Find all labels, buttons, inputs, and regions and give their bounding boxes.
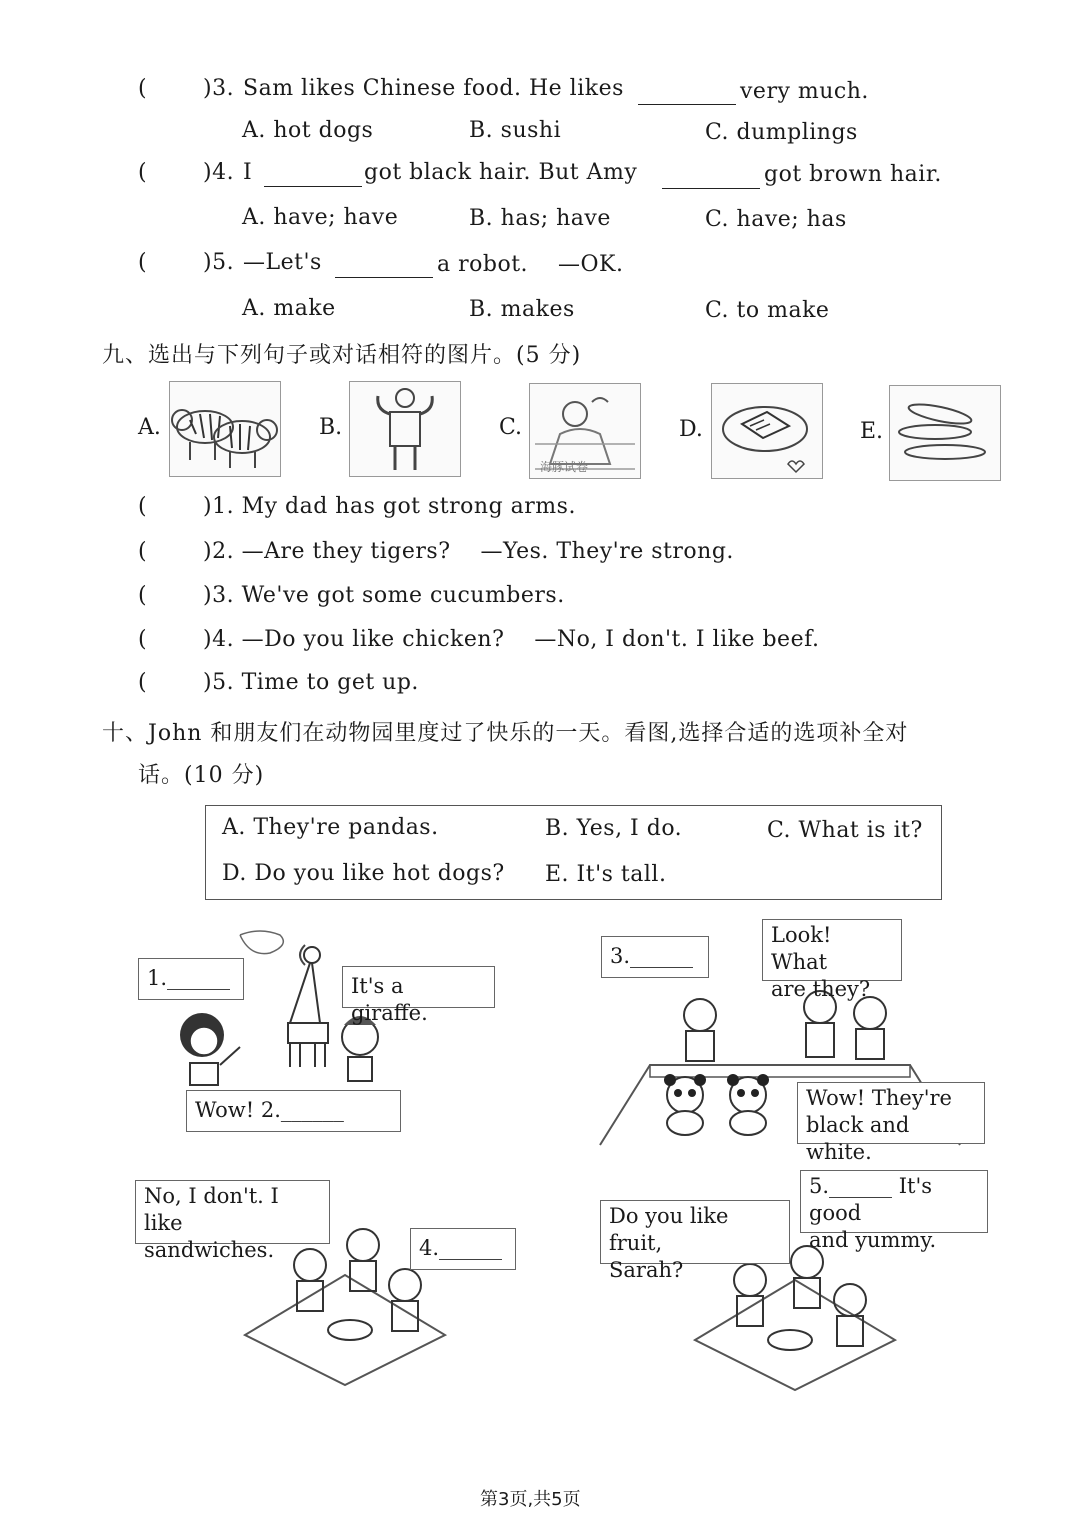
speech-bubble-2	[186, 1090, 401, 1132]
option-c: C. What is it?	[767, 818, 923, 843]
sentence-3: )3. We've got some cucumbers.	[203, 583, 565, 608]
speech-bubble-5	[800, 1170, 988, 1252]
speech-bubble-look	[762, 919, 902, 1001]
option-b: B. sushi	[469, 118, 562, 143]
section-10-heading: 十、John 和朋友们在动物园里度过了快乐的一天。看图,选择合适的选项补全对	[102, 721, 909, 746]
tigers-picture	[169, 381, 281, 477]
answer-paren[interactable]: (	[138, 160, 147, 185]
picture-label-d: D.	[679, 417, 703, 442]
option-e: E. It's tall.	[545, 862, 667, 887]
option-c: C. to make	[705, 298, 830, 323]
option-a: A. make	[242, 296, 336, 321]
bubble-text: Wow! 2.______	[195, 1098, 344, 1122]
bubble-text: sandwiches.	[144, 1238, 275, 1262]
answer-paren[interactable]: (	[138, 539, 147, 564]
beef-plate-icon	[712, 384, 822, 478]
bubble-text: Wow! They're	[806, 1086, 952, 1110]
bubble-text: Look! What	[771, 923, 832, 974]
sentence-1: )1. My dad has got strong arms.	[203, 494, 576, 519]
option-d: D. Do you like hot dogs?	[222, 861, 505, 886]
sentence-2: )2. —Are they tigers? —Yes. They're strong.	[203, 539, 734, 564]
speech-bubble-3	[601, 936, 709, 978]
picture-label-b: B.	[319, 415, 343, 440]
section-10-heading-cont: 话。(10 分)	[138, 763, 265, 788]
speech-bubble-wow	[797, 1082, 985, 1164]
section-9-heading: 九、选出与下列句子或对话相符的图片。(5 分)	[102, 343, 582, 368]
speech-bubble-sandwiches	[135, 1180, 330, 1262]
option-b: B. Yes, I do.	[545, 816, 683, 841]
speech-bubble-giraffe	[342, 966, 495, 1025]
girl-waking-up-picture	[529, 383, 641, 479]
answer-blank[interactable]	[264, 185, 362, 187]
answer-paren[interactable]: (	[138, 583, 147, 608]
question-4-text-end: got brown hair.	[764, 162, 942, 187]
answer-blank[interactable]	[335, 276, 433, 278]
sentence-4: )4. —Do you like chicken? —No, I don't. I like beef.	[203, 627, 820, 652]
question-4-text-mid: got black hair. But Amy	[364, 160, 638, 185]
bubble-text: 1.______	[147, 966, 231, 990]
option-c: C. have; has	[705, 207, 847, 232]
page-number: 第3页,共5页	[480, 1489, 581, 1510]
speech-bubble-4	[410, 1228, 516, 1270]
answer-paren[interactable]: (	[138, 494, 147, 519]
bubble-text: Sarah?	[609, 1258, 684, 1282]
option-a: A. They're pandas.	[222, 815, 439, 840]
tiger-icon	[170, 382, 280, 476]
answer-paren[interactable]: (	[138, 76, 147, 101]
option-c: C. dumplings	[705, 120, 858, 145]
bubble-text: No, I don't. I like	[144, 1184, 279, 1235]
question-5-text-mid: a robot.	[437, 252, 529, 277]
answer-paren[interactable]: (	[138, 250, 147, 275]
question-3-text: Sam likes Chinese food. He likes	[243, 76, 624, 101]
option-a: A. hot dogs	[242, 118, 374, 143]
bubble-text: 3.______	[610, 944, 694, 968]
watermark-text: 海豚试卷	[540, 460, 589, 474]
answer-paren[interactable]: (	[138, 627, 147, 652]
picture-label-a: A.	[138, 415, 161, 440]
option-a: A. have; have	[242, 205, 399, 230]
question-3-number: )3.	[203, 76, 235, 101]
bubble-text: and yummy.	[809, 1228, 937, 1252]
question-5-text-end: —OK.	[558, 252, 624, 277]
option-b: B. has; have	[469, 206, 611, 231]
speech-bubble-1	[138, 958, 244, 1000]
bubble-text: black and white.	[806, 1113, 910, 1164]
question-4-text: I	[243, 160, 253, 185]
bubble-text: Do you like fruit,	[609, 1204, 729, 1255]
option-b: B. makes	[469, 297, 575, 322]
cucumber-icon	[890, 386, 1000, 480]
sentence-5: )5. Time to get up.	[203, 670, 419, 695]
answer-blank[interactable]	[638, 103, 736, 105]
cucumbers-picture	[889, 385, 1001, 481]
bubble-text: It's a giraffe.	[351, 974, 428, 1025]
picture-label-c: C.	[499, 415, 523, 440]
strong-man-picture	[349, 381, 461, 477]
answer-blank[interactable]	[662, 187, 760, 189]
question-5-text: —Let's	[243, 250, 322, 275]
bubble-text: 5.______ It's good	[809, 1174, 932, 1225]
picture-label-e: E.	[860, 419, 884, 444]
question-4-number: )4.	[203, 160, 235, 185]
bubble-text: are they?	[771, 977, 871, 1001]
question-3-text-end: very much.	[740, 79, 869, 104]
speech-bubble-fruit	[600, 1200, 790, 1282]
bubble-text: 4.______	[419, 1236, 503, 1260]
beef-plate-picture	[711, 383, 823, 479]
answer-paren[interactable]: (	[138, 670, 147, 695]
question-5-number: )5.	[203, 250, 235, 275]
strong-man-icon	[350, 382, 460, 476]
